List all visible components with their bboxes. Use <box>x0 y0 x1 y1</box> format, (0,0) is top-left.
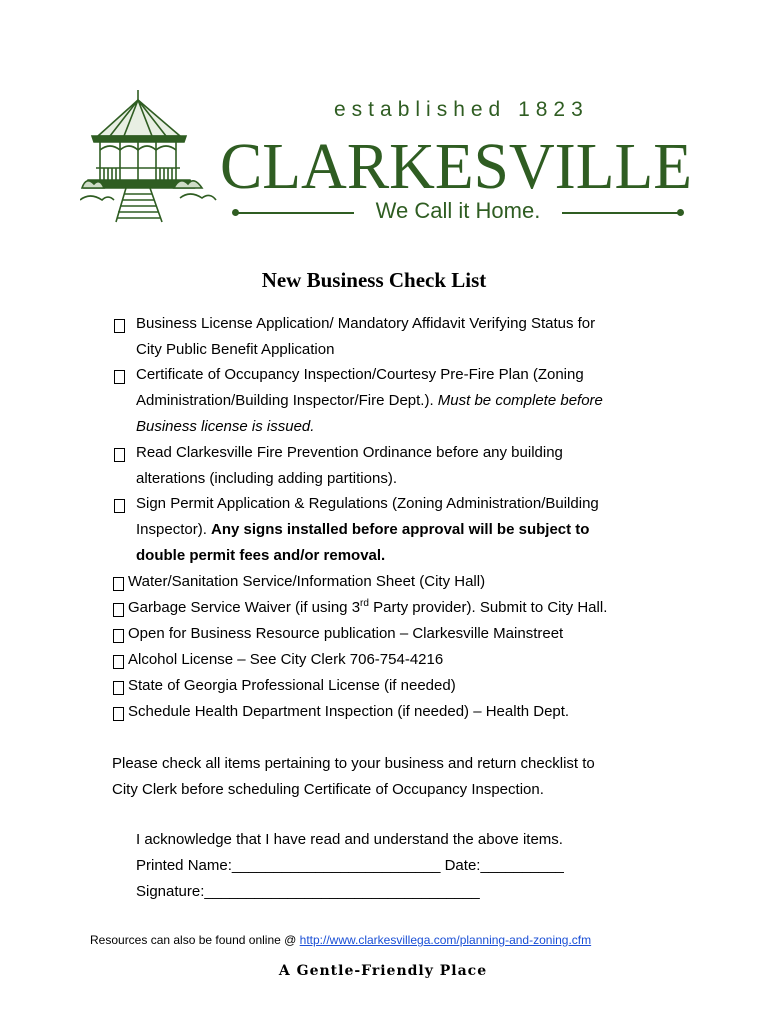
brand-name: CLARKESVILLE <box>220 130 692 196</box>
printed-name-date-field[interactable]: Printed Name:_________________________ Date:__________ <box>136 857 564 874</box>
checkbox-fire-prevention[interactable] <box>114 448 125 462</box>
checklist-item: Read Clarkesville Fire Prevention Ordinance before any building alterations (including adding partitions). <box>136 444 563 487</box>
footer-slogan: A Gentle-Friendly Place <box>278 963 488 979</box>
checkbox-sign-permit[interactable] <box>114 499 125 513</box>
tagline-rule-left <box>236 212 354 214</box>
checkbox-open-for-business[interactable] <box>113 629 124 643</box>
established-year: established 1823 <box>334 98 589 121</box>
checklist-item: Schedule Health Department Inspection (if needed) – Health Dept. <box>128 703 570 720</box>
acknowledgement-statement: I acknowledge that I have read and understand the above items. <box>136 831 563 848</box>
checklist-item: Water/Sanitation Service/Information Sheet (City Hall) <box>128 573 486 590</box>
checklist-item: Business License Application/ Mandatory Affidavit Verifying Status for City Public Benefit Application <box>136 315 596 358</box>
checkbox-business-license[interactable] <box>114 319 125 333</box>
checklist-item: Certificate of Occupancy Inspection/Courtesy Pre-Fire Plan (Zoning Administration/Building Inspector/Fire Dept.). Must be complete before Business license is issued. <box>136 366 603 435</box>
checklist-item: Garbage Service Waiver (if using 3rd Party provider). Submit to City Hall. <box>128 598 608 616</box>
brand-wordmark <box>216 116 696 196</box>
planning-zoning-link[interactable]: http://www.clarkesvillega.com/planning-and-zoning.cfm <box>299 933 592 947</box>
checklist-item: State of Georgia Professional License (if needed) <box>128 677 456 694</box>
instructions: Please check all items pertaining to your business and return checklist to City Clerk before scheduling Certificate of Occupancy Inspection. <box>112 755 595 798</box>
gazebo-icon <box>80 88 218 224</box>
checkbox-health-inspection[interactable] <box>113 707 124 721</box>
checklist-item: Alcohol License – See City Clerk 706-754-4216 <box>128 651 444 668</box>
tagline-row <box>232 198 684 228</box>
acknowledgement <box>136 827 696 905</box>
checkbox-professional-license[interactable] <box>113 681 124 695</box>
tagline-dot-right <box>677 209 684 216</box>
tagline: We Call it Home. <box>375 198 541 223</box>
checkbox-certificate-of-occupancy[interactable] <box>114 370 125 384</box>
tagline-rule-right <box>562 212 680 214</box>
checklist-item: Open for Business Resource publication – Clarkesville Mainstreet <box>128 625 564 642</box>
checkbox-water-sanitation[interactable] <box>113 577 124 591</box>
checkbox-alcohol-license[interactable] <box>113 655 124 669</box>
signature-field[interactable]: Signature:_________________________________ <box>136 883 480 900</box>
checklist-item: Sign Permit Application & Regulations (Zoning Administration/Building Inspector). Any signs installed before approval will be subject to double permit fees and/or removal. <box>136 495 599 564</box>
page-title: New Business Check List <box>261 268 487 292</box>
checkbox-garbage-waiver[interactable] <box>113 603 124 617</box>
clarkesville-logo <box>0 0 770 240</box>
resources-note: Resources can also be found online @ http://www.clarkesvillega.com/planning-and-zoning.cfm <box>90 933 592 947</box>
